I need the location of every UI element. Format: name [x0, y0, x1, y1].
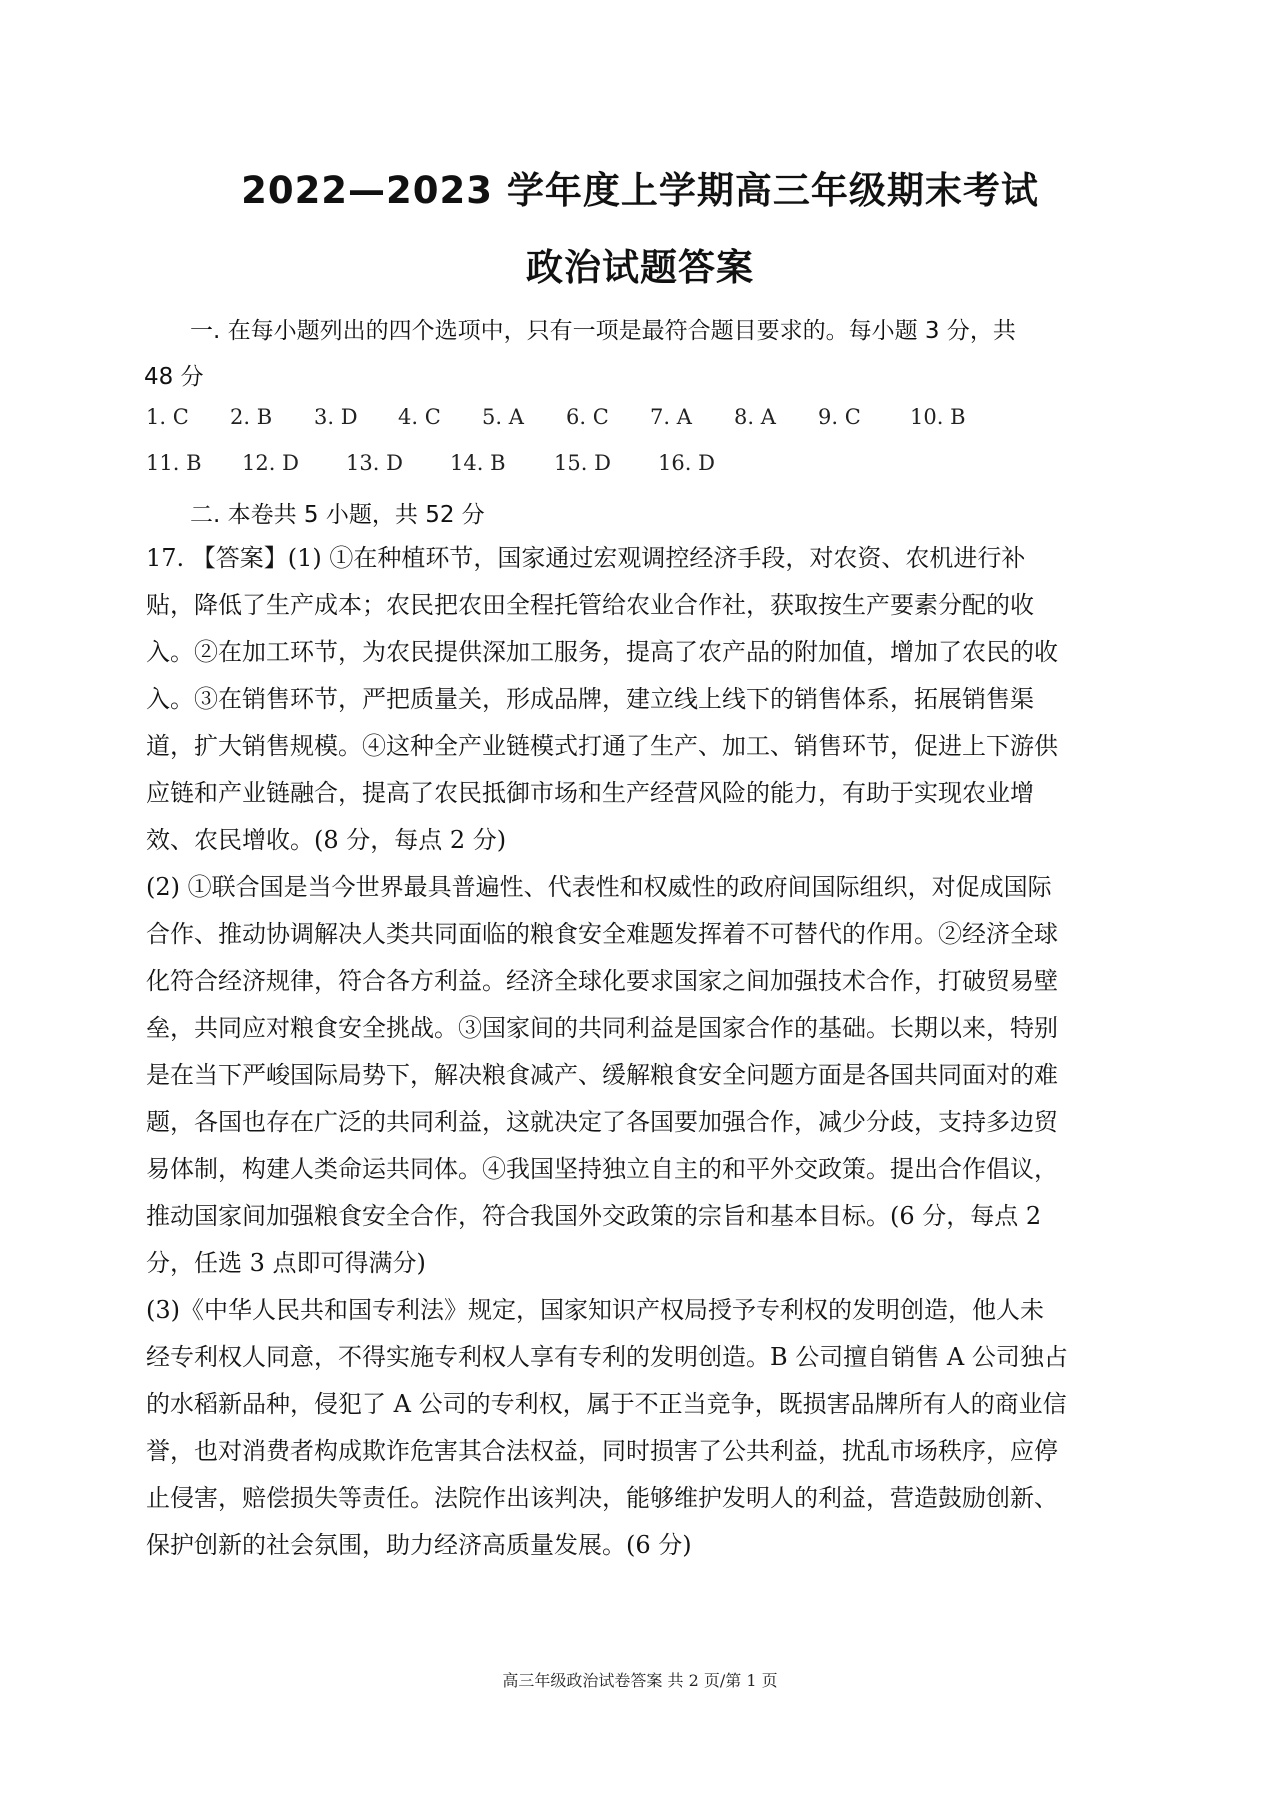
section1-instruction: 一. 在每小题列出的四个选项中，只有一项是最符合题目要求的。每小题 3 分，共	[190, 318, 1016, 344]
answer-line: 分，任选 3 点即可得满分)	[146, 1249, 426, 1277]
answer-line: 合作、推动协调解决人类共同面临的粮食安全难题发挥着不可替代的作用。②经济全球	[146, 920, 1058, 948]
answer-item: 6. C	[566, 405, 609, 429]
answer-item: 15. D	[554, 451, 611, 475]
section1-instruction-cont: 48 分	[144, 364, 204, 390]
answer-line: (2) ①联合国是当今世界最具普遍性、代表性和权威性的政府间国际组织，对促成国际	[146, 873, 1052, 901]
answer-line: 保护创新的社会氛围，助力经济高质量发展。(6 分)	[146, 1531, 692, 1559]
answer-line: 效、农民增收。(8 分，每点 2 分)	[146, 826, 507, 854]
answer-line: 经专利权人同意，不得实施专利权人享有专利的发明创造。B 公司擅自销售 A 公司独占	[146, 1343, 1068, 1371]
answer-line: 化符合经济规律，符合各方利益。经济全球化要求国家之间加强技术合作，打破贸易壁	[146, 967, 1058, 995]
answer-line: (3)《中华人民共和国专利法》规定，国家知识产权局授予专利权的发明创造，他人未	[146, 1296, 1044, 1324]
section2-heading: 二. 本卷共 5 小题，共 52 分	[190, 502, 485, 528]
answer-line: 誉，也对消费者构成欺诈危害其合法权益，同时损害了公共利益，扰乱市场秩序，应停	[146, 1437, 1058, 1465]
answer-line: 垒，共同应对粮食安全挑战。③国家间的共同利益是国家合作的基础。长期以来，特别	[146, 1014, 1058, 1042]
answer-line: 的水稻新品种，侵犯了 A 公司的专利权，属于不正当竞争，既损害品牌所有人的商业信	[146, 1390, 1067, 1418]
answer-item: 16. D	[658, 451, 715, 475]
exam-subtitle: 政治试题答案	[526, 246, 754, 289]
answer-item: 10. B	[910, 405, 966, 429]
answer-item: 5. A	[482, 405, 524, 429]
answer-item: 4. C	[398, 405, 441, 429]
answer-item: 7. A	[650, 405, 692, 429]
answer-item: 11. B	[146, 451, 202, 475]
answer-item: 14. B	[450, 451, 506, 475]
answer-line: 贴，降低了生产成本；农民把农田全程托管给农业合作社，获取按生产要素分配的收	[146, 591, 1034, 619]
answers-row-1	[146, 405, 1000, 429]
answer-line: 17. 【答案】(1) ①在种植环节，国家通过宏观调控经济手段，对农资、农机进行补	[146, 544, 1026, 572]
answer-item: 8. A	[734, 405, 776, 429]
page-footer: 高三年级政治试卷答案 共 2 页/第 1 页	[502, 1671, 778, 1690]
answer-line: 是在当下严峻国际局势下，解决粮食减产、缓解粮食安全问题方面是各国共同面对的难	[146, 1061, 1058, 1089]
answer-item: 13. D	[346, 451, 403, 475]
answer-item: 3. D	[314, 405, 358, 429]
answer-item: 12. D	[242, 451, 299, 475]
answer-line: 易体制，构建人类命运共同体。④我国坚持独立自主的和平外交政策。提出合作倡议，	[146, 1155, 1058, 1183]
exam-title: 2022—2023 学年度上学期高三年级期末考试	[241, 169, 1039, 212]
answer-line: 题，各国也存在广泛的共同利益，这就决定了各国要加强合作，减少分歧，支持多边贸	[146, 1108, 1058, 1136]
answer-line: 道，扩大销售规模。④这种全产业链模式打通了生产、加工、销售环节，促进上下游供	[146, 732, 1058, 760]
answer-line: 推动国家间加强粮食安全合作，符合我国外交政策的宗旨和基本目标。(6 分，每点 2	[146, 1202, 1042, 1230]
answer-line: 入。②在加工环节，为农民提供深加工服务，提高了农产品的附加值，增加了农民的收	[146, 638, 1058, 666]
answer-line: 入。③在销售环节，严把质量关，形成品牌，建立线上线下的销售体系，拓展销售渠	[146, 685, 1034, 713]
answer-item: 1. C	[146, 405, 189, 429]
answer-item: 9. C	[818, 405, 861, 429]
answers-row-2	[146, 451, 748, 475]
answer-item: 2. B	[230, 405, 273, 429]
answer-line: 止侵害，赔偿损失等责任。法院作出该判决，能够维护发明人的利益，营造鼓励创新、	[146, 1484, 1058, 1512]
answer-line: 应链和产业链融合，提高了农民抵御市场和生产经营风险的能力，有助于实现农业增	[146, 779, 1034, 807]
